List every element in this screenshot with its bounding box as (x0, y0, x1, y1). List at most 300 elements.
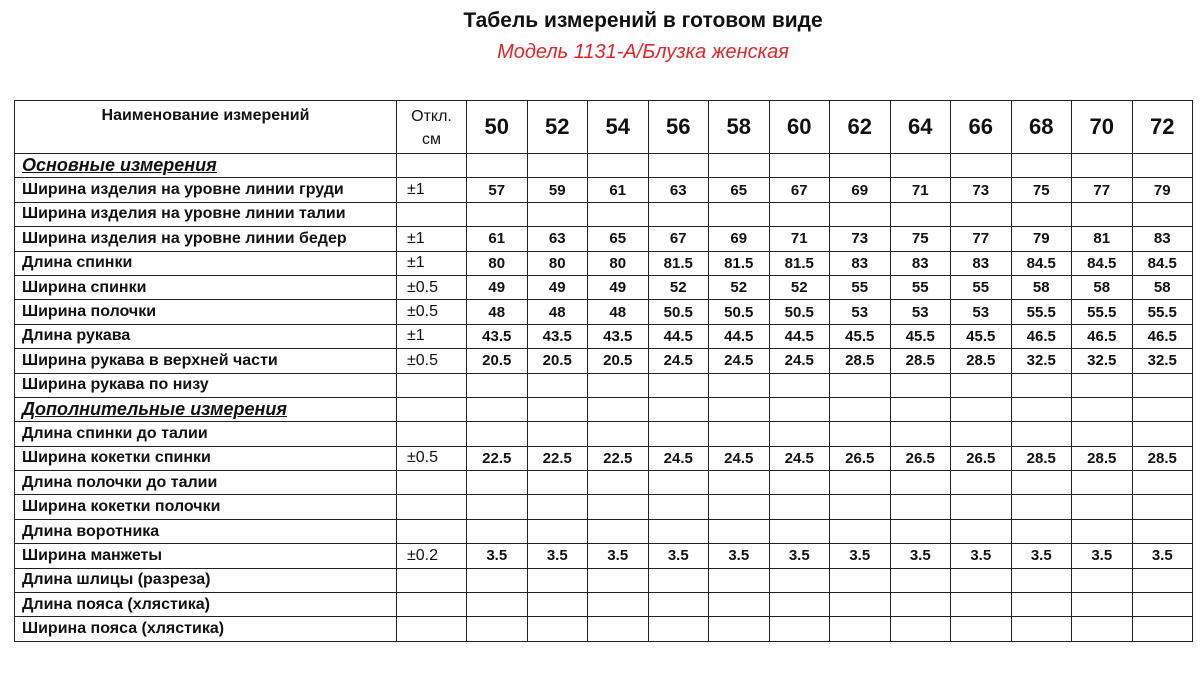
value-cell (588, 519, 649, 543)
value-cell: 26.5 (951, 446, 1012, 470)
column-header-tolerance (397, 101, 467, 154)
value-cell: 81 (1072, 227, 1133, 251)
value-cell (830, 397, 891, 421)
value-cell (1132, 373, 1193, 397)
value-cell (588, 593, 649, 617)
value-cell (648, 593, 709, 617)
value-cell (951, 495, 1012, 519)
value-cell (1072, 397, 1133, 421)
value-cell: 73 (830, 227, 891, 251)
value-cell (648, 373, 709, 397)
measurement-name: Ширина пояса (хлястика) (15, 617, 397, 641)
table-row (15, 275, 1193, 299)
measurement-name: Длина рукава (15, 324, 397, 348)
value-cell: 84.5 (1072, 251, 1133, 275)
value-cell (769, 593, 830, 617)
value-cell (830, 617, 891, 641)
value-cell (527, 373, 588, 397)
section-header-row (15, 154, 1193, 178)
value-cell (890, 471, 951, 495)
value-cell: 84.5 (1132, 251, 1193, 275)
value-cell: 58 (1011, 275, 1072, 299)
column-header-size: 72 (1132, 101, 1193, 154)
value-cell (709, 495, 770, 519)
value-cell: 3.5 (709, 544, 770, 568)
value-cell (467, 471, 528, 495)
value-cell: 79 (1132, 178, 1193, 202)
value-cell (890, 373, 951, 397)
value-cell: 48 (467, 300, 528, 324)
measurement-name: Ширина рукава по низу (15, 373, 397, 397)
value-cell: 3.5 (588, 544, 649, 568)
section-header-row (15, 397, 1193, 421)
value-cell (588, 202, 649, 226)
value-cell: 63 (527, 227, 588, 251)
value-cell (527, 397, 588, 421)
value-cell (709, 593, 770, 617)
value-cell (1132, 568, 1193, 592)
value-cell: 3.5 (951, 544, 1012, 568)
measurement-name: Ширина изделия на уровне линии талии (15, 202, 397, 226)
value-cell (709, 397, 770, 421)
value-cell: 3.5 (890, 544, 951, 568)
value-cell (890, 422, 951, 446)
value-cell: 50.5 (648, 300, 709, 324)
value-cell (1072, 373, 1133, 397)
value-cell: 49 (467, 275, 528, 299)
value-cell: 55.5 (1011, 300, 1072, 324)
value-cell (709, 422, 770, 446)
value-cell: 3.5 (1072, 544, 1133, 568)
measurement-name: Ширина кокетки полочки (15, 495, 397, 519)
value-cell (1072, 593, 1133, 617)
value-cell: 32.5 (1132, 349, 1193, 373)
value-cell: 53 (890, 300, 951, 324)
value-cell (890, 202, 951, 226)
value-cell (1132, 593, 1193, 617)
measurement-name: Длина спинки до талии (15, 422, 397, 446)
column-header-size: 64 (890, 101, 951, 154)
table-row (15, 544, 1193, 568)
value-cell (830, 202, 891, 226)
column-header-size: 50 (467, 101, 528, 154)
column-header-size: 54 (588, 101, 649, 154)
tolerance-cell (397, 397, 467, 421)
value-cell: 22.5 (588, 446, 649, 470)
value-cell: 50.5 (709, 300, 770, 324)
column-header-name: Наименование измерений (15, 101, 397, 154)
value-cell: 28.5 (890, 349, 951, 373)
tolerance-cell: ±0.5 (397, 275, 467, 299)
value-cell (1072, 422, 1133, 446)
value-cell: 3.5 (1132, 544, 1193, 568)
measurement-name: Длина полочки до талии (15, 471, 397, 495)
value-cell: 55 (951, 275, 1012, 299)
value-cell (769, 568, 830, 592)
value-cell (951, 202, 1012, 226)
value-cell: 55 (890, 275, 951, 299)
value-cell (769, 154, 830, 178)
value-cell: 44.5 (769, 324, 830, 348)
value-cell (951, 617, 1012, 641)
value-cell (467, 568, 528, 592)
value-cell (1072, 568, 1133, 592)
value-cell: 3.5 (527, 544, 588, 568)
value-cell (648, 422, 709, 446)
value-cell (588, 154, 649, 178)
tolerance-cell (397, 568, 467, 592)
value-cell (467, 617, 528, 641)
value-cell: 46.5 (1132, 324, 1193, 348)
value-cell (1011, 495, 1072, 519)
value-cell (527, 568, 588, 592)
value-cell: 24.5 (709, 446, 770, 470)
value-cell (467, 397, 528, 421)
value-cell: 20.5 (588, 349, 649, 373)
value-cell (1011, 617, 1072, 641)
table-row (15, 373, 1193, 397)
value-cell: 61 (588, 178, 649, 202)
tolerance-header-line2: см (422, 131, 441, 148)
value-cell (527, 617, 588, 641)
section-title: Основные измерения (15, 154, 397, 178)
value-cell: 83 (951, 251, 1012, 275)
value-cell: 28.5 (1011, 446, 1072, 470)
value-cell (1132, 471, 1193, 495)
value-cell (709, 202, 770, 226)
value-cell: 83 (830, 251, 891, 275)
value-cell: 50.5 (769, 300, 830, 324)
value-cell: 80 (527, 251, 588, 275)
value-cell: 3.5 (1011, 544, 1072, 568)
column-header-size: 52 (527, 101, 588, 154)
value-cell: 59 (527, 178, 588, 202)
value-cell: 67 (648, 227, 709, 251)
value-cell (709, 471, 770, 495)
value-cell: 80 (467, 251, 528, 275)
value-cell (951, 519, 1012, 543)
value-cell (1011, 471, 1072, 495)
value-cell (709, 519, 770, 543)
value-cell (467, 422, 528, 446)
value-cell: 48 (588, 300, 649, 324)
table-row (15, 251, 1193, 275)
value-cell: 79 (1011, 227, 1072, 251)
value-cell (890, 154, 951, 178)
value-cell: 24.5 (648, 446, 709, 470)
value-cell: 24.5 (769, 349, 830, 373)
value-cell: 65 (709, 178, 770, 202)
value-cell (648, 397, 709, 421)
value-cell: 22.5 (467, 446, 528, 470)
value-cell: 73 (951, 178, 1012, 202)
value-cell (467, 593, 528, 617)
column-header-size: 58 (709, 101, 770, 154)
value-cell (830, 519, 891, 543)
table-row (15, 471, 1193, 495)
value-cell: 43.5 (588, 324, 649, 348)
value-cell (709, 154, 770, 178)
value-cell (588, 471, 649, 495)
value-cell: 45.5 (951, 324, 1012, 348)
value-cell (1072, 202, 1133, 226)
value-cell: 28.5 (1072, 446, 1133, 470)
value-cell: 49 (588, 275, 649, 299)
value-cell (527, 519, 588, 543)
table-row (15, 178, 1193, 202)
value-cell (1011, 154, 1072, 178)
value-cell (769, 397, 830, 421)
value-cell: 45.5 (890, 324, 951, 348)
value-cell: 71 (890, 178, 951, 202)
table-row (15, 422, 1193, 446)
value-cell: 71 (769, 227, 830, 251)
value-cell: 44.5 (709, 324, 770, 348)
value-cell: 81.5 (769, 251, 830, 275)
model-subtitle: Модель 1131-А/Блузка женская (497, 41, 789, 63)
tolerance-cell: ±0.5 (397, 446, 467, 470)
value-cell (588, 495, 649, 519)
value-cell (467, 154, 528, 178)
value-cell (467, 519, 528, 543)
value-cell (769, 202, 830, 226)
value-cell: 80 (588, 251, 649, 275)
tolerance-cell (397, 617, 467, 641)
value-cell (951, 593, 1012, 617)
value-cell: 43.5 (527, 324, 588, 348)
value-cell: 20.5 (527, 349, 588, 373)
value-cell (769, 422, 830, 446)
value-cell (527, 495, 588, 519)
table-row (15, 617, 1193, 641)
tolerance-cell: ±0.5 (397, 300, 467, 324)
value-cell: 63 (648, 178, 709, 202)
tolerance-cell: ±1 (397, 227, 467, 251)
value-cell: 61 (467, 227, 528, 251)
page-title: Табель измерений в готовом виде (463, 9, 823, 32)
value-cell: 24.5 (709, 349, 770, 373)
measurement-name: Ширина рукава в верхней части (15, 349, 397, 373)
value-cell (890, 617, 951, 641)
value-cell (1011, 519, 1072, 543)
value-cell: 32.5 (1072, 349, 1133, 373)
value-cell: 3.5 (467, 544, 528, 568)
value-cell: 24.5 (648, 349, 709, 373)
value-cell: 3.5 (769, 544, 830, 568)
value-cell (1132, 617, 1193, 641)
value-cell (709, 617, 770, 641)
value-cell (467, 373, 528, 397)
value-cell (951, 154, 1012, 178)
value-cell (769, 373, 830, 397)
value-cell (1011, 422, 1072, 446)
value-cell: 52 (709, 275, 770, 299)
value-cell: 28.5 (830, 349, 891, 373)
tolerance-cell: ±1 (397, 251, 467, 275)
value-cell (890, 593, 951, 617)
value-cell (830, 568, 891, 592)
value-cell: 83 (890, 251, 951, 275)
value-cell: 24.5 (769, 446, 830, 470)
value-cell: 81.5 (648, 251, 709, 275)
value-cell (648, 202, 709, 226)
measurement-name: Длина шлицы (разреза) (15, 568, 397, 592)
value-cell (1072, 154, 1133, 178)
value-cell (830, 154, 891, 178)
value-cell (769, 617, 830, 641)
value-cell: 69 (709, 227, 770, 251)
table-row (15, 593, 1193, 617)
tolerance-cell: ±1 (397, 324, 467, 348)
value-cell (830, 373, 891, 397)
value-cell (830, 471, 891, 495)
value-cell: 83 (1132, 227, 1193, 251)
tolerance-cell (397, 593, 467, 617)
value-cell (951, 422, 1012, 446)
value-cell (527, 422, 588, 446)
value-cell: 28.5 (951, 349, 1012, 373)
value-cell (1132, 519, 1193, 543)
value-cell (709, 373, 770, 397)
tolerance-cell: ±0.5 (397, 349, 467, 373)
value-cell (769, 471, 830, 495)
value-cell (1011, 397, 1072, 421)
value-cell (951, 471, 1012, 495)
tolerance-cell (397, 495, 467, 519)
value-cell (769, 519, 830, 543)
value-cell: 20.5 (467, 349, 528, 373)
tolerance-cell: ±1 (397, 178, 467, 202)
value-cell (1011, 568, 1072, 592)
value-cell (1072, 519, 1133, 543)
value-cell (527, 593, 588, 617)
table-row (15, 202, 1193, 226)
value-cell (1072, 495, 1133, 519)
value-cell: 26.5 (830, 446, 891, 470)
column-header-size: 68 (1011, 101, 1072, 154)
value-cell (830, 593, 891, 617)
measurement-name: Длина воротника (15, 519, 397, 543)
value-cell: 46.5 (1011, 324, 1072, 348)
column-header-size: 70 (1072, 101, 1133, 154)
measurement-name: Ширина кокетки спинки (15, 446, 397, 470)
value-cell (951, 568, 1012, 592)
tolerance-cell (397, 422, 467, 446)
value-cell: 46.5 (1072, 324, 1133, 348)
measurement-name: Ширина полочки (15, 300, 397, 324)
tolerance-cell: ±0.2 (397, 544, 467, 568)
value-cell: 48 (527, 300, 588, 324)
value-cell (769, 495, 830, 519)
value-cell: 55.5 (1072, 300, 1133, 324)
value-cell: 55.5 (1132, 300, 1193, 324)
value-cell (648, 617, 709, 641)
tolerance-cell (397, 373, 467, 397)
value-cell (830, 422, 891, 446)
value-cell: 28.5 (1132, 446, 1193, 470)
value-cell (588, 617, 649, 641)
value-cell: 53 (951, 300, 1012, 324)
table-row (15, 227, 1193, 251)
value-cell (467, 495, 528, 519)
value-cell: 3.5 (648, 544, 709, 568)
column-header-size: 66 (951, 101, 1012, 154)
value-cell: 57 (467, 178, 528, 202)
value-cell (527, 471, 588, 495)
value-cell (527, 202, 588, 226)
value-cell (1072, 471, 1133, 495)
value-cell (588, 397, 649, 421)
value-cell: 58 (1072, 275, 1133, 299)
value-cell (709, 568, 770, 592)
table-row (15, 349, 1193, 373)
value-cell (648, 471, 709, 495)
measurement-name: Ширина изделия на уровне линии груди (15, 178, 397, 202)
value-cell: 65 (588, 227, 649, 251)
value-cell: 81.5 (709, 251, 770, 275)
value-cell: 3.5 (830, 544, 891, 568)
value-cell (1011, 593, 1072, 617)
value-cell (1132, 202, 1193, 226)
column-header-size: 60 (769, 101, 830, 154)
value-cell: 43.5 (467, 324, 528, 348)
section-title: Дополнительные измерения (15, 397, 397, 421)
value-cell (951, 397, 1012, 421)
measurement-name: Длина спинки (15, 251, 397, 275)
value-cell: 45.5 (830, 324, 891, 348)
value-cell (648, 568, 709, 592)
value-cell (467, 202, 528, 226)
measurement-name: Ширина спинки (15, 275, 397, 299)
measurement-name: Ширина манжеты (15, 544, 397, 568)
value-cell (588, 568, 649, 592)
value-cell (1132, 495, 1193, 519)
value-cell: 52 (648, 275, 709, 299)
value-cell (648, 519, 709, 543)
value-cell: 53 (830, 300, 891, 324)
tolerance-cell (397, 471, 467, 495)
value-cell (890, 495, 951, 519)
value-cell: 58 (1132, 275, 1193, 299)
table-row (15, 324, 1193, 348)
value-cell (1011, 373, 1072, 397)
value-cell: 26.5 (890, 446, 951, 470)
value-cell (588, 373, 649, 397)
value-cell: 44.5 (648, 324, 709, 348)
measurement-name: Длина пояса (хлястика) (15, 593, 397, 617)
value-cell: 67 (769, 178, 830, 202)
value-cell (890, 519, 951, 543)
column-header-size: 62 (830, 101, 891, 154)
measurements-table-body (15, 101, 1193, 642)
measurements-table (14, 100, 1193, 642)
table-row (15, 519, 1193, 543)
tolerance-cell (397, 519, 467, 543)
value-cell (830, 495, 891, 519)
table-header-row (15, 101, 1193, 154)
value-cell (1011, 202, 1072, 226)
value-cell: 69 (830, 178, 891, 202)
value-cell (527, 154, 588, 178)
value-cell: 77 (1072, 178, 1133, 202)
table-row (15, 446, 1193, 470)
value-cell: 75 (890, 227, 951, 251)
table-row (15, 300, 1193, 324)
value-cell: 55 (830, 275, 891, 299)
value-cell: 75 (1011, 178, 1072, 202)
value-cell: 52 (769, 275, 830, 299)
value-cell: 84.5 (1011, 251, 1072, 275)
